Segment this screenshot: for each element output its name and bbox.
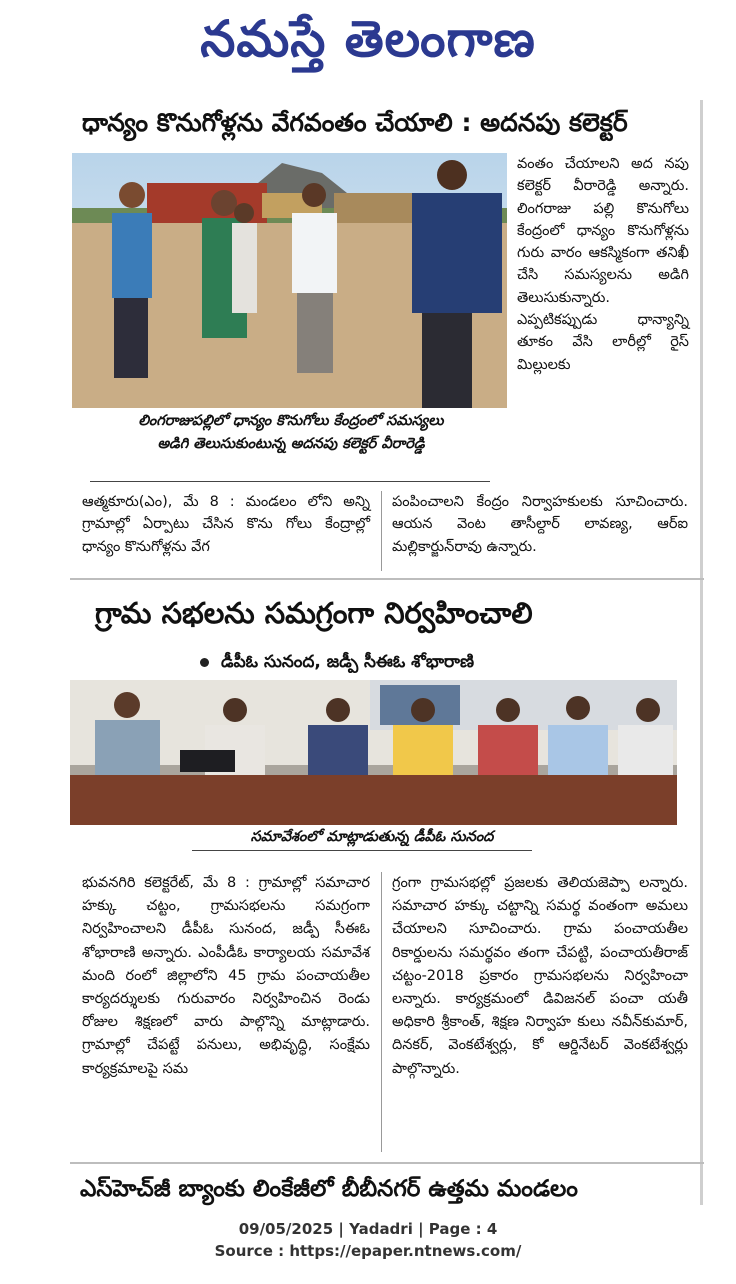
footer-date: 09/05/2025 (238, 1220, 334, 1238)
story2-body-left-text: భువనగిరి కలెక్టరేట్, మే 8 : గ్రామాల్లో సమాచార హక్కు చట్టం, గ్రామసభలను సమగ్రంగా నిర్వహించాలని డీపీఓ సునంద, జడ్పీ సీఈఓ శోభారాణి అన్నారు. ఎంపీడీఓ కార్యాలయ సమావేశ మంది రంలో జిల్లాలోని 45 గ్రామ పంచాయతీల కార్యదర్శులకు గురువారం నిర్వహించిన రెండు రోజుల శిక్షణలో వారు పాల్గొన్ని మాట్లాడారు. గ్రామాల్లో చేపట్టే పనులు, అభివృద్ధి, సంక్షేమ కార్యక్రమాలపై సమ (82, 875, 370, 1077)
story1-caption-line2: అడిగి తెలుసుకుంటున్న అదనపు కలెక్టర్ వీరారెడ్డి (157, 436, 425, 452)
story1-right-column-text: వంతం చేయాలని అద నపు కలెక్టర్ వీరారెడ్డి అన్నారు. లింగరాజు పల్లి కొనుగోలు కేంద్రంలో ధాన్యం కొనుగోళ్లను గురు వారం ఆకస్మికంగా తనిఖీ చేసి సమస్యలను అడిగి తెలుసుకున్నారు. ఎప్పటికప్పుడు ధాన్యాన్ని తూకం వేసి లారీల్లో రైస్ మిల్లులకు (517, 156, 689, 373)
bullet-icon (200, 658, 209, 667)
caption-rule (192, 850, 532, 851)
story1-body-left (82, 491, 370, 558)
masthead (0, 0, 736, 80)
footer-source[interactable]: Source : https://epaper.ntnews.com/ (214, 1242, 522, 1260)
story1-right-column (517, 153, 689, 376)
story2-headline: గ్రామ సభలను సమగ్రంగా నిర్వహించాలి (95, 596, 533, 630)
story2-photo (70, 680, 677, 825)
story2-subhead (200, 652, 474, 676)
story1-caption (75, 410, 507, 456)
story2-body-left (82, 872, 370, 1081)
column-divider (381, 872, 382, 1152)
story-divider (70, 1162, 704, 1164)
story1-body-left-text: ఆత్మకూరు(ఎం), మే 8 : మండలం లోని అన్ని గ్రామాల్లో ఏర్పాటు చేసిన కొను గోలు కేంద్రాల్లో ధాన్యం కొనుగోళ్లను వేగ (82, 494, 370, 555)
story-divider (70, 578, 704, 580)
footer-meta: 09/05/2025 | Yadadri | Page : 4 (238, 1220, 498, 1238)
caption-rule (90, 481, 490, 482)
story3-headline: ఎస్‌హెచ్‌జీ బ్యాంకు లింకేజీలో బీబీనగర్ ఉత్తమ మండలం (80, 1176, 578, 1202)
story2-body-right (392, 872, 688, 1081)
column-divider (381, 491, 382, 571)
masthead-title: నమస్తే తెలంగాణ (200, 9, 536, 68)
story1-body-right-text: పంపించాలని కేంద్రం నిర్వాహకులకు సూచించారు. ఆయన వెంట తాసీల్దార్ లావణ్య, ఆర్ఐ మల్లికార్జున్‌రావు ఉన్నారు. (392, 494, 688, 555)
footer-edition: Yadadri (349, 1220, 413, 1238)
story1-headline: ధాన్యం కొనుగోళ్లను వేగవంతం చేయాలి : అదనపు కలెక్టర్ (82, 108, 628, 137)
page-border (700, 100, 703, 1205)
story1-caption-line1: లింగరాజుపల్లిలో ధాన్యం కొనుగోలు కేంద్రంలో సమస్యలు (138, 413, 444, 429)
story2-caption: సమావేశంలో మాట్లాడుతున్న డీపీఓ సునంద (250, 829, 494, 845)
story1-photo (72, 153, 507, 408)
story2-body-right-text: గ్రంగా గ్రామసభల్లో ప్రజలకు తెలియజెప్పా లన్నారు. సమాచార హక్కు చట్టాన్ని సమర్థ వంతంగా అమలు చేయాలని సూచించారు. గ్రామ పంచాయతీల రికార్డులను సమర్థవం తంగా చేపట్టి, పంచాయతీరాజ్ చట్టం-2018 ప్రకారం గ్రామసభలను నిర్వహించా లన్నారు. కార్యక్రమంలో డివిజనల్ పంచా యతీ అధికారి శ్రీకాంత్, శిక్షణ నిర్వాహ కులు నవీన్‌కుమార్, దినకర్, వెంకటేశ్వర్లు, కో ఆర్డినేటర్ వెంకటేశ్వర్లు పాల్గొన్నారు. (392, 875, 688, 1077)
story1-body-right (392, 491, 688, 558)
footer-page: Page : 4 (428, 1220, 498, 1238)
story2-subhead-text: డీపీఓ సునంద, జడ్పీ సీఈఓ శోభారాణి (221, 652, 475, 672)
